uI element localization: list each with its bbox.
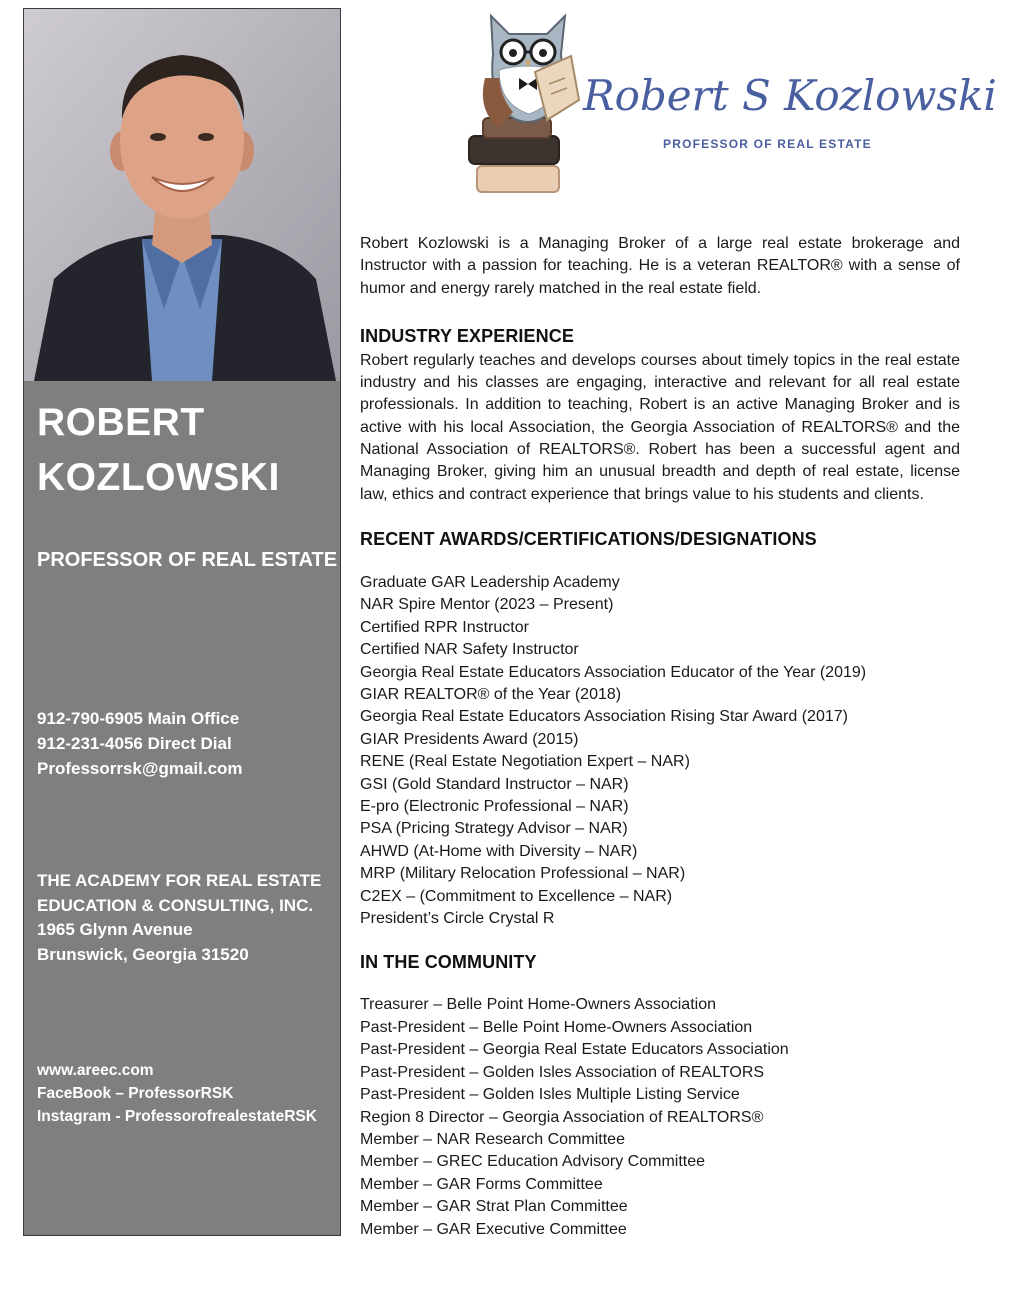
list-item: GIAR Presidents Award (2015) xyxy=(360,730,579,748)
list-item: Past-President – Golden Isles Multiple Listing Service xyxy=(360,1086,740,1104)
company-name-line2: EDUCATION & CONSULTING, INC. xyxy=(37,895,314,915)
experience-heading: INDUSTRY EXPERIENCE xyxy=(360,325,574,346)
list-item: Certified NAR Safety Instructor xyxy=(360,641,579,659)
city-state-zip: Brunswick, Georgia 31520 xyxy=(37,944,249,964)
awards-list xyxy=(360,572,960,931)
owl-mascot-icon xyxy=(483,16,579,128)
books-icon xyxy=(469,118,559,192)
company-block xyxy=(37,869,321,967)
instagram-handle: Instagram - ProfessorofrealestateRSK xyxy=(37,1108,317,1125)
direct-dial-phone: 912-231-4056 Direct Dial xyxy=(37,734,232,753)
headshot-photo xyxy=(24,9,340,381)
last-name: KOZLOWSKI xyxy=(37,456,280,499)
list-item: Past-President – Georgia Real Estate Educators Association xyxy=(360,1041,789,1059)
list-item: Georgia Real Estate Educators Association Educator of the Year (2019) xyxy=(360,663,867,681)
awards-heading: RECENT AWARDS/CERTIFICATIONS/DESIGNATIONS xyxy=(360,528,817,549)
facebook-handle: FaceBook – ProfessorRSK xyxy=(37,1085,234,1102)
brand-logo xyxy=(455,8,997,200)
contact-block xyxy=(37,706,243,781)
list-item: Region 8 Director – Georgia Association of REALTORS® xyxy=(360,1108,764,1126)
logo-tagline: PROFESSOR OF REAL ESTATE xyxy=(663,137,872,151)
list-item: RENE (Real Estate Negotiation Expert – NAR) xyxy=(360,753,690,771)
list-item: MRP (Military Relocation Professional – NAR) xyxy=(360,865,686,883)
website: www.areec.com xyxy=(37,1062,154,1079)
list-item: Past-President – Golden Isles Association of REALTORS xyxy=(360,1063,765,1081)
list-item: C2EX – (Commitment to Excellence – NAR) xyxy=(360,887,673,905)
list-item: Certified RPR Instructor xyxy=(360,618,529,636)
list-item: AHWD (At-Home with Diversity – NAR) xyxy=(360,842,638,860)
list-item: Treasurer – Belle Point Home-Owners Association xyxy=(360,996,716,1014)
email-address: Professorrsk@gmail.com xyxy=(37,759,243,778)
intro-paragraph: Robert Kozlowski is a Managing Broker of a large real estate brokerage and Instructor with a passion for teaching. He is a veteran REALTOR® with a sense of humor and energy rarely matched in the real estate field. xyxy=(360,235,960,297)
list-item: GIAR REALTOR® of the Year (2018) xyxy=(360,686,622,703)
list-item: Georgia Real Estate Educators Association Rising Star Award (2017) xyxy=(360,708,848,726)
first-name: ROBERT xyxy=(37,401,205,444)
list-item: NAR Spire Mentor (2023 – Present) xyxy=(360,596,614,614)
list-item: President’s Circle Crystal R xyxy=(360,910,555,928)
experience-paragraph: Robert regularly teaches and develops courses about timely topics in the real estate industry and his classes are engaging, interactive and relevant for all real estate professionals. In addition to teaching, Robert is an active Managing Broker and is active with his local Association, the Georgia Association of REALTORS® and the National Association of REALTORS®. Robert has been a successful agent and Managing Broker, giving him an unusual breadth and depth of real estate, license law, ethics and contract experience that brings value to his students and clients. xyxy=(360,351,960,503)
list-item: Graduate GAR Leadership Academy xyxy=(360,573,620,591)
job-title: PROFESSOR OF REAL ESTATE xyxy=(37,549,338,571)
company-name-line1: THE ACADEMY FOR REAL ESTATE xyxy=(37,871,322,890)
profile-sidebar xyxy=(23,8,341,1236)
list-item: Member – GREC Education Advisory Committee xyxy=(360,1153,706,1171)
community-list xyxy=(360,994,960,1240)
list-item: Member – GAR Forms Committee xyxy=(360,1175,603,1193)
list-item: Member – NAR Research Committee xyxy=(360,1130,625,1148)
signature-text: Robert S Kozlowski xyxy=(583,71,997,120)
community-heading: IN THE COMMUNITY xyxy=(360,952,537,973)
list-item: E-pro (Electronic Professional – NAR) xyxy=(360,798,629,816)
name-heading xyxy=(37,395,280,505)
main-office-phone: 912-790-6905 Main Office xyxy=(37,709,240,728)
list-item: Member – GAR Strat Plan Committee xyxy=(360,1198,628,1216)
list-item: Member – GAR Executive Committee xyxy=(360,1220,627,1238)
street-address: 1965 Glynn Avenue xyxy=(37,920,193,939)
list-item: Past-President – Belle Point Home-Owners Association xyxy=(360,1018,753,1036)
list-item: GSI (Gold Standard Instructor – NAR) xyxy=(360,775,629,793)
list-item: PSA (Pricing Strategy Advisor – NAR) xyxy=(360,820,628,838)
web-links xyxy=(37,1059,317,1128)
main-content xyxy=(360,233,960,1241)
